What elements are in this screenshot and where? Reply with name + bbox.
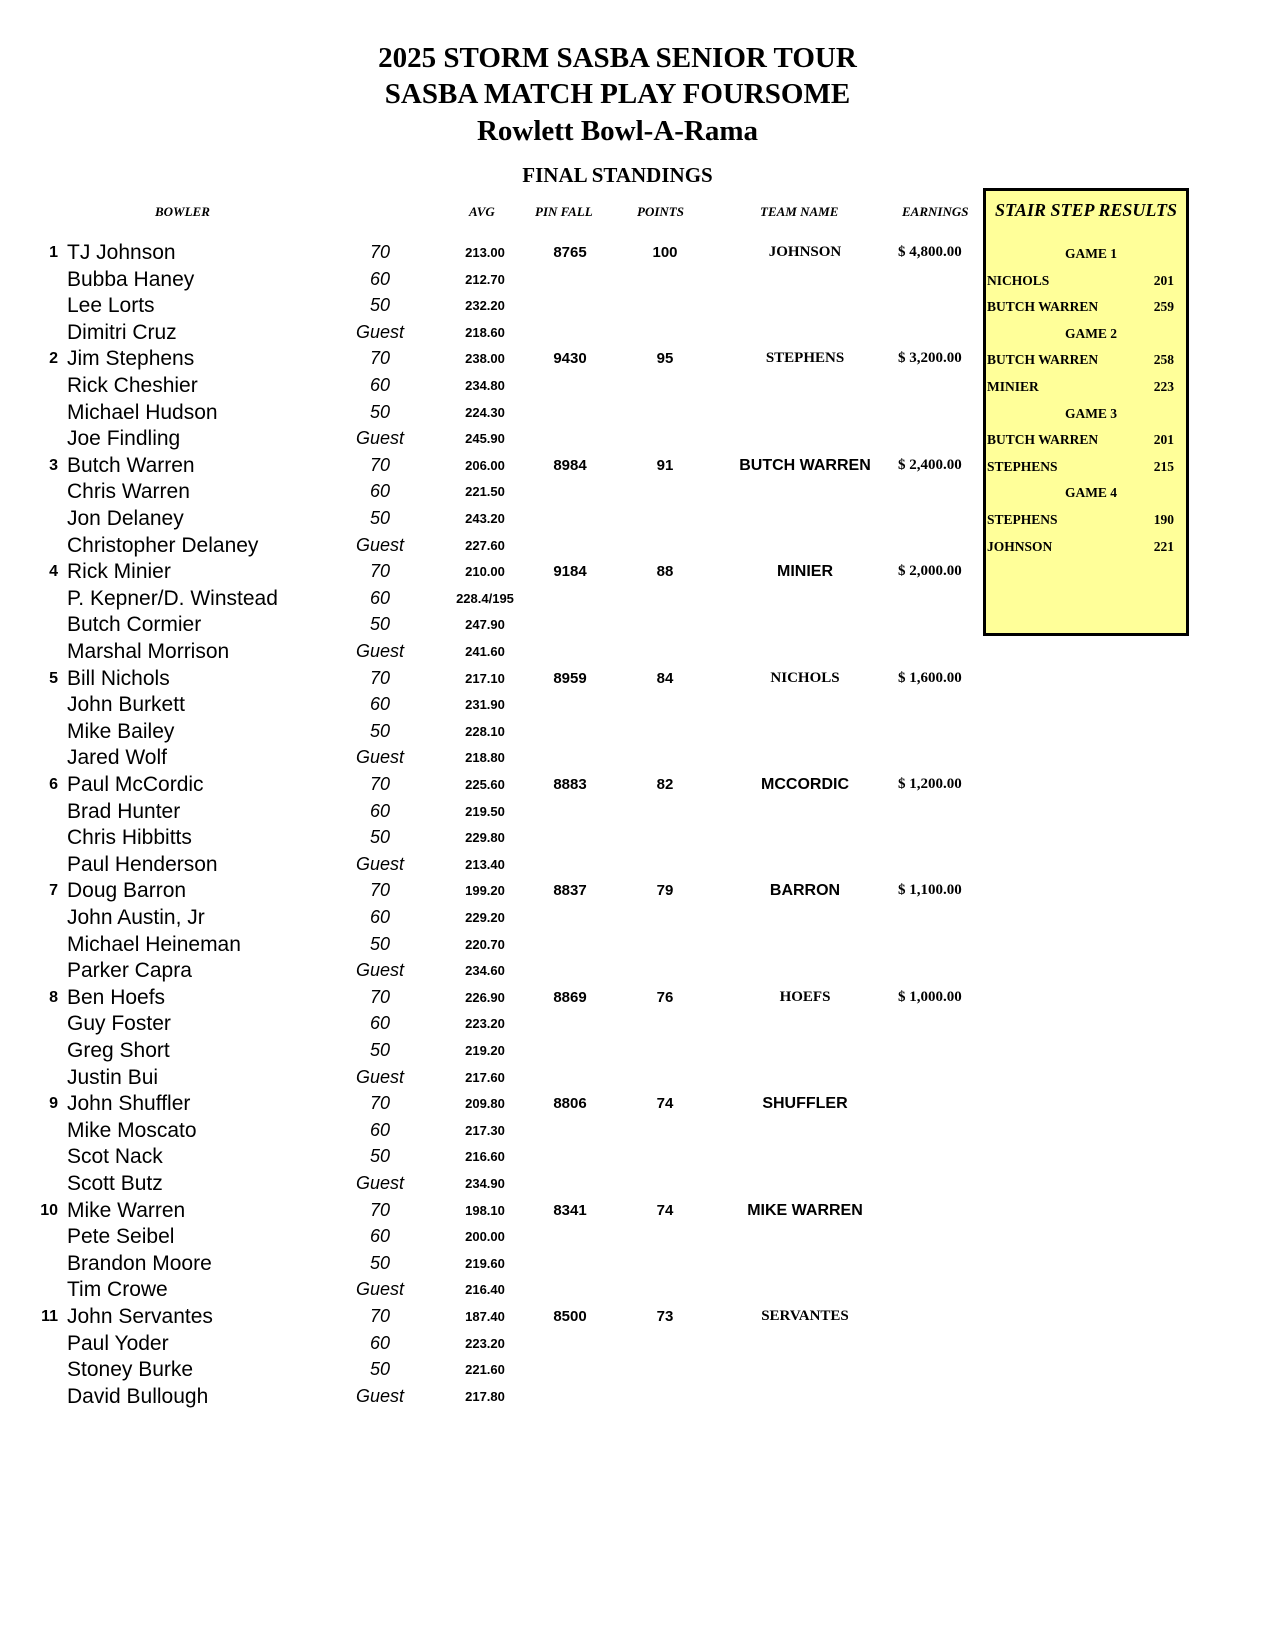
table-row — [0, 1303, 990, 1330]
bowler-handicap: 70 — [369, 880, 391, 901]
team-pin-fall: 8341 — [553, 1201, 587, 1219]
stair-step-title: STAIR STEP RESULTS — [994, 200, 1178, 220]
bowler-handicap: 60 — [369, 481, 391, 502]
bowler-handicap: 50 — [369, 720, 391, 741]
column-header-points: POINTS — [637, 204, 684, 219]
bowler-average: 229.80 — [465, 830, 505, 846]
team-pin-fall: 8883 — [553, 776, 587, 793]
table-row — [0, 984, 990, 1011]
team-rank: 3 — [49, 456, 58, 474]
bowler-name: John Servantes — [67, 1305, 213, 1328]
team-earnings: $ 1,600.00 — [898, 669, 962, 686]
stair-step-team: JOHNSON — [987, 538, 1053, 554]
bowler-name: Mike Bailey — [67, 719, 175, 743]
team-name: MIKE WARREN — [747, 1201, 863, 1219]
bowler-name: Brad Hunter — [67, 799, 181, 823]
team-points: 74 — [656, 1095, 674, 1113]
bowler-name: Tim Crowe — [67, 1278, 168, 1302]
bowler-average: 247.90 — [465, 617, 505, 633]
bowler-name: Paul Henderson — [67, 852, 218, 876]
bowler-name: Michael Heineman — [67, 932, 241, 956]
bowler-name: Paul Yoder — [67, 1331, 169, 1355]
bowler-average: 218.80 — [465, 750, 505, 766]
bowler-name: Pete Seibel — [67, 1225, 175, 1249]
stair-step-team: BUTCH WARREN — [987, 432, 1099, 448]
table-row — [0, 478, 990, 505]
bowler-name: Chris Warren — [67, 480, 190, 504]
bowler-handicap: Guest — [355, 747, 405, 768]
team-earnings: $ 1,000.00 — [898, 988, 962, 1005]
bowler-name: Ben Hoefs — [67, 985, 166, 1009]
table-row — [0, 744, 990, 771]
team-earnings: $ 1,100.00 — [898, 882, 962, 899]
bowler-average: 241.60 — [465, 644, 505, 659]
bowler-handicap: 70 — [369, 774, 391, 794]
stair-step-result — [986, 373, 1186, 400]
table-row — [0, 611, 990, 638]
column-header-earnings: EARNINGS — [902, 204, 969, 219]
table-row — [0, 824, 990, 851]
table-row — [0, 239, 990, 266]
document-header — [0, 40, 1235, 188]
stair-step-team: NICHOLS — [987, 272, 1050, 288]
bowler-average: 225.60 — [465, 777, 505, 792]
table-row — [0, 1064, 990, 1091]
bowler-handicap: 50 — [369, 295, 391, 316]
bowler-handicap: 60 — [369, 1119, 391, 1140]
bowler-handicap: Guest — [355, 1173, 405, 1193]
bowler-name: Scott Butz — [67, 1172, 163, 1195]
table-row — [0, 1197, 990, 1224]
table-row — [0, 585, 990, 612]
bowler-average: 234.60 — [465, 963, 505, 979]
bowler-average: 221.60 — [465, 1362, 505, 1378]
subtitle: FINAL STANDINGS — [522, 163, 713, 187]
bowler-average: 243.20 — [465, 511, 505, 526]
table-row — [0, 1383, 990, 1410]
bowler-handicap: 70 — [369, 561, 391, 582]
stair-step-game-label: GAME 4 — [1064, 485, 1118, 501]
bowler-average: 238.00 — [465, 351, 505, 367]
table-row — [0, 1250, 990, 1277]
stair-step-score: 215 — [1153, 458, 1174, 474]
table-row — [0, 957, 990, 984]
stair-step-score: 201 — [1153, 432, 1174, 448]
stair-step-score: 190 — [1153, 512, 1174, 527]
table-row — [0, 1223, 990, 1250]
table-row — [0, 1330, 990, 1357]
bowler-average: 217.30 — [465, 1122, 505, 1138]
stair-step-score: 258 — [1153, 352, 1174, 368]
team-rank: 9 — [49, 1095, 58, 1113]
team-name: BARRON — [769, 882, 841, 900]
bowler-name: Chris Hibbitts — [67, 826, 192, 850]
bowler-average: 228.10 — [465, 723, 505, 739]
team-rank: 1 — [49, 244, 58, 261]
team-earnings: $ 3,200.00 — [898, 350, 962, 367]
table-row — [0, 425, 990, 452]
team-points: 79 — [656, 882, 674, 900]
team-rank: 6 — [49, 776, 58, 793]
bowler-name: Jim Stephens — [67, 347, 195, 371]
team-pin-fall: 8765 — [553, 244, 587, 261]
bowler-handicap: 60 — [369, 1332, 391, 1353]
bowler-handicap: 60 — [369, 907, 391, 927]
table-row — [0, 1010, 990, 1037]
team-rank: 8 — [49, 988, 58, 1006]
team-rank: 7 — [49, 882, 58, 900]
bowler-name: Brandon Moore — [67, 1251, 212, 1275]
bowler-handicap: Guest — [355, 428, 405, 449]
team-rank: 5 — [49, 669, 58, 687]
bowler-average: 209.80 — [465, 1096, 505, 1112]
table-row — [0, 319, 990, 346]
bowler-handicap: 70 — [369, 454, 391, 475]
bowler-average: 187.40 — [465, 1309, 505, 1324]
team-earnings: $ 4,800.00 — [898, 244, 962, 260]
bowler-handicap: 70 — [369, 667, 391, 688]
bowler-handicap: 50 — [369, 401, 391, 422]
table-row — [0, 345, 990, 372]
bowler-name: Dimitri Cruz — [67, 320, 177, 344]
bowler-name: Mike Warren — [67, 1198, 186, 1222]
bowler-handicap: Guest — [355, 853, 405, 874]
table-row — [0, 638, 990, 665]
table-row — [0, 931, 990, 958]
team-rank: 11 — [41, 1308, 58, 1325]
bowler-handicap: 70 — [369, 1093, 391, 1114]
bowler-average: 212.70 — [465, 271, 505, 287]
bowler-name: Bubba Haney — [67, 267, 195, 291]
table-row — [0, 1090, 990, 1117]
table-row — [0, 798, 990, 825]
table-row — [0, 266, 990, 293]
team-points: 82 — [656, 776, 674, 793]
bowler-average: 228.4/195 — [456, 590, 514, 606]
team-pin-fall: 8837 — [553, 882, 587, 900]
team-name: NICHOLS — [770, 669, 840, 686]
team-pin-fall: 8806 — [553, 1095, 587, 1113]
bowler-average: 221.50 — [465, 484, 505, 500]
bowler-handicap: 60 — [369, 800, 391, 821]
bowler-average: 232.20 — [465, 298, 505, 314]
table-row — [0, 505, 990, 532]
bowler-handicap: 50 — [369, 1146, 391, 1167]
bowler-name: Christopher Delaney — [67, 533, 259, 557]
bowler-handicap: Guest — [355, 960, 405, 981]
table-row — [0, 771, 990, 798]
bowler-average: 223.20 — [465, 1016, 505, 1032]
bowler-handicap: 50 — [369, 933, 391, 954]
bowler-average: 210.00 — [465, 564, 505, 580]
team-points: 95 — [656, 350, 674, 368]
bowler-handicap: 60 — [369, 694, 391, 715]
stair-step-game-label: GAME 3 — [1064, 405, 1118, 421]
bowler-handicap: Guest — [355, 641, 405, 661]
team-name: STEPHENS — [765, 350, 845, 367]
bowler-handicap: Guest — [355, 1385, 405, 1406]
stair-step-result — [986, 426, 1186, 453]
table-row — [0, 904, 990, 931]
bowler-name: Marshal Morrison — [67, 640, 230, 663]
bowler-average: 234.80 — [465, 378, 505, 393]
bowler-average: 217.60 — [465, 1069, 505, 1085]
title-line-2: SASBA MATCH PLAY FOURSOME — [384, 78, 851, 110]
bowler-average: 226.90 — [465, 989, 505, 1005]
bowler-name: P. Kepner/D. Winstead — [67, 586, 278, 610]
table-row — [0, 851, 990, 878]
bowler-name: Greg Short — [67, 1039, 170, 1062]
bowler-name: John Burkett — [67, 693, 185, 717]
table-row — [0, 558, 990, 585]
team-pin-fall: 8984 — [553, 456, 587, 474]
team-earnings: $ 2,000.00 — [898, 563, 962, 580]
table-row — [0, 1117, 990, 1144]
bowler-average: 198.10 — [465, 1202, 505, 1218]
bowler-average: 199.20 — [465, 883, 505, 899]
bowler-handicap: 60 — [369, 375, 391, 395]
bowler-handicap: 60 — [369, 268, 391, 289]
bowler-handicap: 60 — [369, 587, 391, 608]
bowler-name: Michael Hudson — [67, 400, 218, 424]
bowler-name: Justin Bui — [67, 1065, 159, 1089]
stair-step-result — [986, 267, 1186, 294]
bowler-handicap: 60 — [369, 1226, 391, 1247]
team-name: BUTCH WARREN — [739, 456, 871, 474]
bowler-average: 213.40 — [465, 856, 505, 872]
bowler-handicap: 70 — [369, 1306, 391, 1326]
table-row — [0, 691, 990, 718]
bowler-name: Paul McCordic — [67, 773, 204, 796]
stair-step-result — [986, 346, 1186, 373]
bowler-handicap: Guest — [355, 321, 405, 342]
table-row — [0, 877, 990, 904]
team-earnings: $ 2,400.00 — [898, 456, 962, 473]
team-points: 91 — [656, 456, 674, 474]
team-points: 100 — [652, 244, 678, 261]
stair-step-result — [986, 453, 1186, 480]
bowler-average: 219.60 — [465, 1255, 505, 1271]
bowler-handicap: 50 — [369, 827, 391, 848]
bowler-handicap: 50 — [369, 1252, 391, 1273]
bowler-name: Jared Wolf — [67, 746, 167, 770]
bowler-average: 229.20 — [465, 910, 505, 925]
stair-step-team: STEPHENS — [987, 512, 1058, 527]
bowler-average: 213.00 — [465, 245, 505, 260]
stair-step-result — [986, 293, 1186, 320]
bowler-name: Scot Nack — [67, 1145, 163, 1169]
column-header-pin-fall: PIN FALL — [535, 204, 593, 219]
team-pin-fall: 9184 — [553, 563, 587, 581]
bowler-name: John Shuffler — [67, 1092, 191, 1116]
bowler-name: Parker Capra — [67, 959, 192, 983]
bowler-handicap: 50 — [369, 1359, 391, 1380]
stair-step-team: MINIER — [987, 379, 1039, 394]
table-row — [0, 665, 990, 692]
team-name: HOEFS — [779, 988, 831, 1005]
team-points: 74 — [656, 1201, 674, 1219]
bowler-average: 217.80 — [465, 1388, 505, 1404]
bowler-handicap: 70 — [369, 1199, 391, 1220]
bowler-average: 216.40 — [465, 1282, 505, 1298]
team-pin-fall: 9430 — [553, 350, 587, 368]
column-header-avg: AVG — [469, 204, 495, 219]
bowler-name: Butch Cormier — [67, 613, 202, 637]
table-row — [0, 532, 990, 559]
stair-step-result — [986, 533, 1186, 560]
bowler-average: 216.60 — [465, 1149, 505, 1165]
bowler-handicap: Guest — [355, 534, 405, 555]
table-row — [0, 1276, 990, 1303]
team-points: 76 — [656, 988, 674, 1006]
bowler-name: Jon Delaney — [67, 507, 184, 530]
table-row — [0, 372, 990, 399]
stair-step-score: 223 — [1153, 379, 1174, 394]
table-row — [0, 292, 990, 319]
bowler-average: 223.20 — [465, 1335, 505, 1351]
stair-step-game-label: GAME 2 — [1064, 325, 1118, 341]
bowler-handicap: 60 — [369, 1013, 391, 1034]
team-pin-fall: 8959 — [553, 669, 587, 687]
bowler-handicap: 50 — [369, 1040, 391, 1060]
bowler-average: 231.90 — [465, 697, 505, 713]
stair-step-team: BUTCH WARREN — [987, 352, 1099, 368]
bowler-handicap: 70 — [369, 242, 391, 262]
bowler-average: 219.20 — [465, 1043, 505, 1058]
team-name: MCCORDIC — [761, 776, 849, 793]
bowler-average: 219.50 — [465, 803, 505, 819]
bowler-name: Butch Warren — [67, 453, 195, 477]
bowler-name: TJ Johnson — [67, 241, 176, 264]
bowler-handicap: 50 — [369, 508, 391, 528]
stair-step-team: BUTCH WARREN — [987, 299, 1099, 315]
column-header-bowler: BOWLER — [155, 204, 210, 219]
bowler-handicap: 50 — [369, 614, 391, 635]
bowler-average: 200.00 — [465, 1229, 505, 1245]
table-row — [0, 1037, 990, 1064]
stair-step-panel — [983, 188, 1189, 636]
bowler-name: Rick Cheshier — [67, 374, 198, 397]
bowler-name: Guy Foster — [67, 1012, 171, 1036]
bowler-average: 206.00 — [465, 457, 505, 473]
bowler-name: Rick Minier — [67, 560, 171, 584]
stair-step-game-label: GAME 1 — [1064, 246, 1118, 261]
bowler-name: Stoney Burke — [67, 1358, 194, 1382]
team-name: JOHNSON — [768, 244, 842, 260]
title-line-1: 2025 STORM SASBA SENIOR TOUR — [378, 42, 857, 74]
team-points: 88 — [656, 563, 674, 581]
stair-step-team: STEPHENS — [987, 458, 1058, 474]
bowler-name: Doug Barron — [67, 879, 187, 903]
team-earnings: $ 1,200.00 — [898, 776, 962, 792]
bowler-average: 245.90 — [465, 431, 505, 447]
bowler-average: 217.10 — [465, 670, 505, 686]
bowler-average: 234.90 — [465, 1176, 505, 1191]
bowler-average: 218.60 — [465, 324, 505, 340]
team-name: SHUFFLER — [762, 1095, 848, 1113]
team-name: MINIER — [777, 563, 833, 581]
team-points: 73 — [656, 1308, 674, 1325]
stair-step-result — [986, 506, 1186, 533]
table-row — [0, 1356, 990, 1383]
bowler-handicap: Guest — [355, 1066, 405, 1087]
team-name: SERVANTES — [761, 1308, 849, 1324]
bowler-average: 227.60 — [465, 537, 505, 553]
bowler-name: Mike Moscato — [67, 1118, 197, 1142]
stair-step-score: 259 — [1153, 299, 1174, 315]
team-rank: 10 — [40, 1201, 58, 1219]
stair-step-score: 221 — [1153, 538, 1174, 554]
bowler-handicap: Guest — [355, 1279, 405, 1300]
table-row — [0, 399, 990, 426]
table-row — [0, 1143, 990, 1170]
stair-step-score: 201 — [1153, 272, 1174, 288]
bowler-average: 220.70 — [465, 936, 505, 952]
table-row — [0, 718, 990, 745]
bowler-name: David Bullough — [67, 1384, 209, 1408]
team-pin-fall: 8500 — [553, 1308, 587, 1325]
column-header-team-name: TEAM NAME — [760, 204, 839, 219]
team-points: 84 — [656, 669, 674, 687]
table-row — [0, 452, 990, 479]
team-rank: 4 — [49, 563, 58, 581]
table-row — [0, 1170, 990, 1197]
bowler-name: Lee Lorts — [67, 294, 155, 318]
bowler-handicap: 70 — [369, 348, 391, 369]
bowler-name: John Austin, Jr — [67, 906, 205, 929]
bowler-average: 224.30 — [465, 404, 505, 420]
title-line-3: Rowlett Bowl-A-Rama — [476, 115, 759, 147]
bowler-name: Bill Nichols — [67, 666, 170, 690]
bowler-name: Joe Findling — [67, 427, 181, 451]
bowler-handicap: 70 — [369, 986, 391, 1007]
team-pin-fall: 8869 — [553, 988, 587, 1006]
team-rank: 2 — [49, 350, 58, 368]
